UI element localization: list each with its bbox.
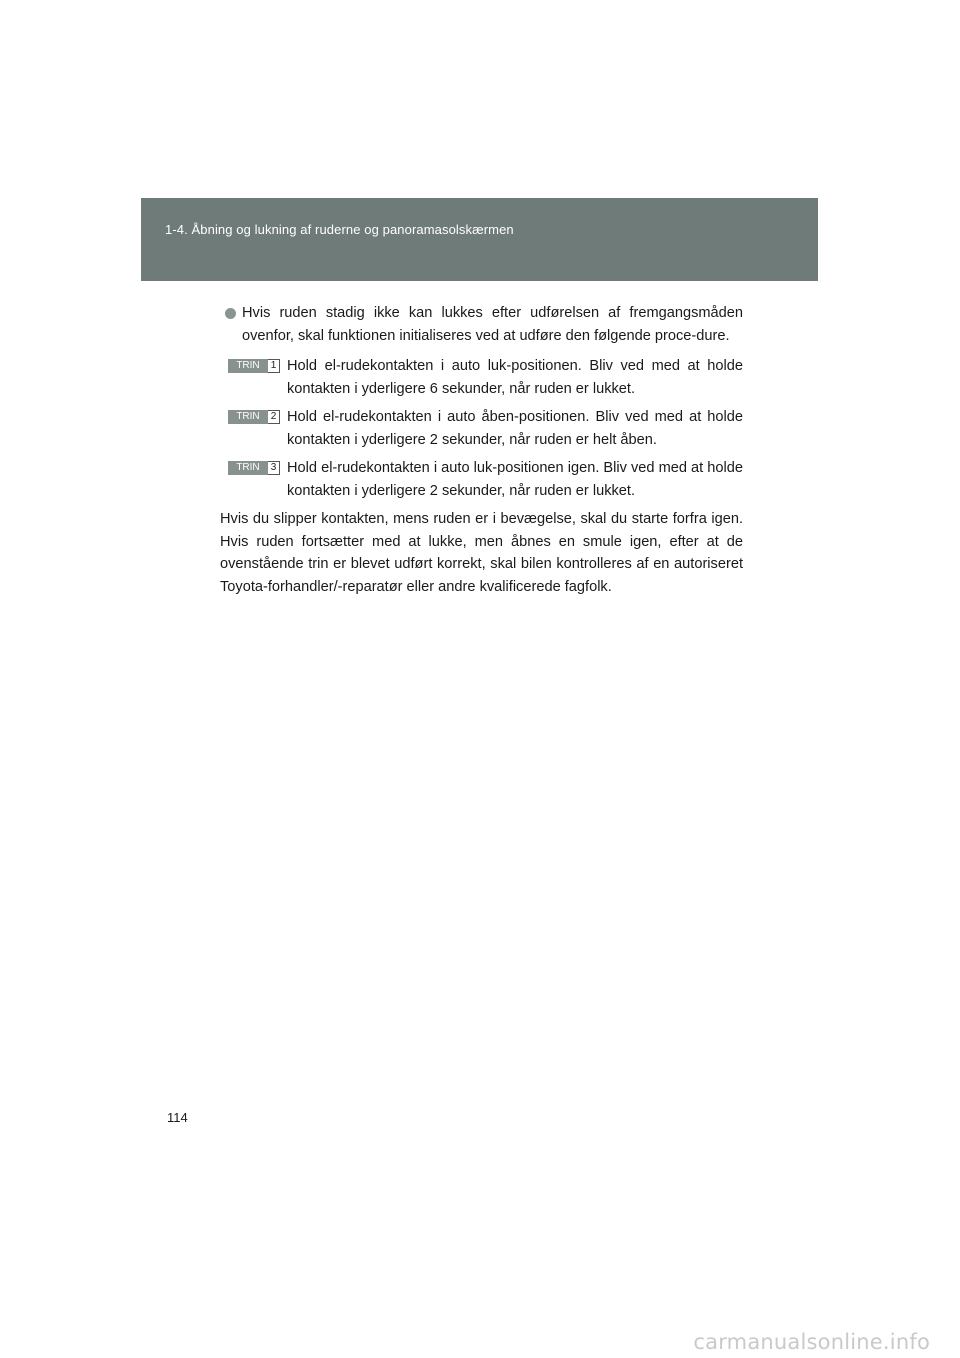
bullet-text: Hvis ruden stadig ikke kan lukkes efter udførelsen af fremgangsmåden ovenfor, skal funktionen initialiseres ved at udføre den følgende proce-dure. xyxy=(242,305,743,344)
step-2 xyxy=(220,406,743,451)
step-badge-number: 2 xyxy=(268,410,280,424)
step-text: Hold el-rudekontakten i auto luk-positionen. Bliv ved med at holde kontakten i yderligere 6 sekunder, når ruden er lukket. xyxy=(287,358,743,397)
page-number: 114 xyxy=(167,1110,188,1125)
bullet-dot-icon xyxy=(225,308,236,319)
section-header xyxy=(141,198,818,281)
body-paragraph: Hvis du slipper kontakten, mens ruden er i bevægelse, skal du starte forfra igen. Hvis ruden fortsætter med at lukke, men åbnes en smule igen, efter at de ovenstående trin er blevet udført korrekt, skal bilen kontrolleres af en autoriseret Toyota-forhandler/-reparatør eller andre kvalificerede fagfolk. xyxy=(220,511,743,595)
watermark-text: carmanualsonline.info xyxy=(693,1330,930,1354)
step-text: Hold el-rudekontakten i auto åben-positionen. Bliv ved med at holde kontakten i yderligere 2 sekunder, når ruden er helt åben. xyxy=(287,409,743,448)
step-badge xyxy=(228,359,280,373)
section-title: 1-4. Åbning og lukning af ruderne og panoramasolskærmen xyxy=(165,222,514,237)
step-badge-label: TRIN xyxy=(228,359,268,373)
step-badge-label: TRIN xyxy=(228,410,268,424)
step-text: Hold el-rudekontakten i auto luk-positionen igen. Bliv ved med at holde kontakten i yderligere 2 sekunder, når ruden er lukket. xyxy=(287,460,743,499)
step-badge xyxy=(228,410,280,424)
step-3 xyxy=(220,457,743,502)
bullet-item xyxy=(220,302,743,347)
step-1 xyxy=(220,355,743,400)
step-badge xyxy=(228,461,280,475)
step-badge-number: 3 xyxy=(268,461,280,475)
step-badge-label: TRIN xyxy=(228,461,268,475)
page-content xyxy=(220,302,743,598)
step-badge-number: 1 xyxy=(268,359,280,373)
